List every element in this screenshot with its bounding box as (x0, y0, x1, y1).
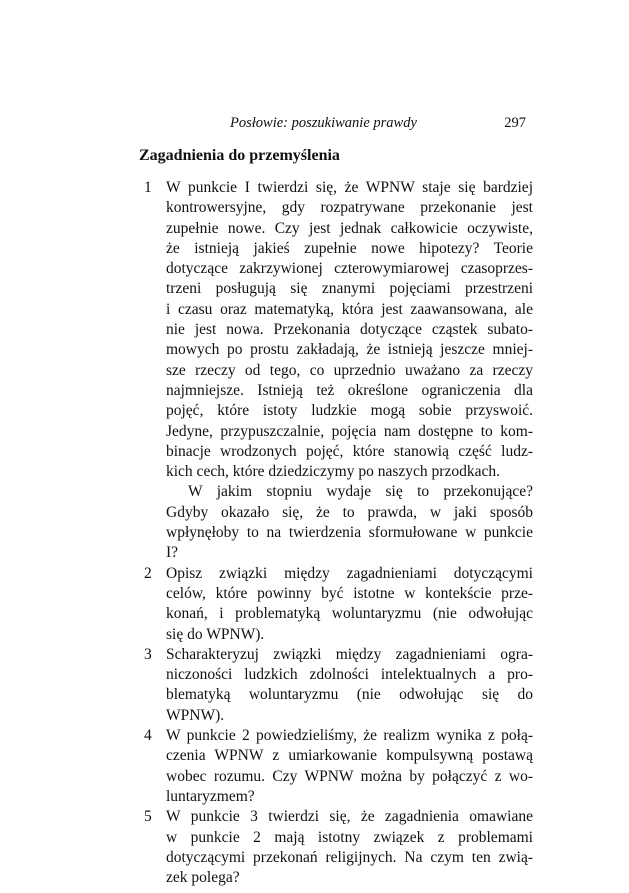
question-number: 3 (144, 645, 152, 663)
text-line: W punkcie I twierdzi się, że WPNW staje się bardziej (166, 179, 533, 196)
question-paragraph (166, 807, 533, 888)
section-heading: Zagadnienia do przemyślenia (139, 147, 340, 164)
text-line: że istnieją jakieś zupełnie nowe hipotezy? Teorie (166, 239, 533, 257)
question-text (166, 726, 533, 807)
text-line: Jedyne, przypuszczalnie, pojęcia nam dostępne to kom- (166, 422, 533, 440)
text-line: dotyczące zakrzywionej czterowymiarowej czasoprzes- (166, 260, 533, 278)
question-paragraph (166, 482, 533, 563)
question-paragraph (166, 564, 533, 645)
text-line: mowych po prostu zakładają, że istnieją jeszcze mniej- (166, 341, 533, 359)
text-line: celów, które powinny być istotne w kontekście prze- (166, 584, 533, 602)
text-line: i czasu oraz matematyką, która jest zaawansowana, ale (166, 300, 533, 318)
question-item (140, 645, 533, 726)
question-paragraph (166, 726, 533, 807)
text-line: blematyką woluntaryzmu (nie odwołując się do (166, 686, 533, 704)
text-line: czenia WPNW z umiarkowanie kompulsywną postawą (166, 747, 533, 765)
text-line: najmniejsze. Istnieją też określone ograniczenia dla (166, 381, 533, 399)
question-number: 4 (144, 727, 152, 745)
text-line: kich cech, które dziedziczymy po naszych przodkach. (166, 463, 500, 481)
question-paragraph (166, 645, 533, 726)
text-line: konań, i problematyką woluntaryzmu (nie odwołując (166, 605, 533, 623)
text-line: W punkcie 2 powiedzieliśmy, że realizm wynika z połą- (166, 727, 533, 745)
text-line: sze rzeczy od tego, co uprzednio uważano za rzeczy (166, 361, 533, 379)
question-number: 5 (144, 808, 152, 826)
question-list (140, 178, 533, 888)
text-line: się do WPNW). (166, 625, 265, 643)
text-line: Scharakteryzuj związki między zagadnieniami ogra- (166, 645, 533, 663)
text-line: W punkcie 3 twierdzi się, że zagadnienia omawiane (166, 808, 533, 826)
text-line: zek polega? (166, 869, 240, 887)
text-line: Opisz związki między zagadnieniami dotyczącymi (166, 564, 533, 582)
page-number: 297 (504, 115, 526, 131)
text-line: WPNW). (166, 706, 225, 724)
question-item (140, 807, 533, 888)
text-line: dotyczącymi przekonań religijnych. Na czym ten zwią- (166, 848, 533, 866)
text-line: binacje wrodzonych pojęć, które stanowią część ludz- (166, 442, 533, 460)
text-line: kontrowersyjne, gdy rozpatrywane przekonanie jest (166, 199, 533, 217)
question-text (166, 807, 533, 888)
question-text (166, 645, 533, 726)
question-number: 1 (144, 179, 152, 196)
running-title: Posłowie: poszukiwanie prawdy (230, 115, 417, 131)
text-line: I? (166, 544, 179, 562)
text-line: W jakim stopniu wydaje się to przekonujące? (188, 483, 533, 501)
text-line: pojęć, które istoty ludzkie mogą sobie przyswoić. (166, 402, 533, 420)
text-line: Gdyby okazało się, że to prawda, w jaki sposób (166, 503, 533, 521)
question-number: 2 (144, 564, 152, 582)
text-line: trzeni posługują się znanymi pojęciami przestrzeni (166, 280, 533, 298)
question-item (140, 178, 533, 564)
running-head (140, 115, 530, 135)
question-text (166, 564, 533, 645)
question-text (166, 178, 533, 564)
text-line: w punkcie 2 mają istotny związek z problemami (166, 828, 533, 846)
question-item (140, 726, 533, 807)
question-paragraph (166, 178, 533, 482)
text-line: wobec rozumu. Czy WPNW można by połączyć z wo- (166, 767, 533, 785)
text-line: luntaryzmem? (166, 787, 255, 805)
question-item (140, 564, 533, 645)
text-line: wpłynęłoby to na twierdzenia sformułowane w punkcie (166, 524, 533, 542)
text-line: niczoności ludzkich zdolności intelektualnych a pro- (166, 666, 533, 684)
text-line: zupełnie nowe. Czy jest jednak całkowicie oczywiste, (166, 219, 533, 237)
text-line: nie jest nowa. Przekonania dotyczące cząstek subato- (166, 321, 533, 339)
